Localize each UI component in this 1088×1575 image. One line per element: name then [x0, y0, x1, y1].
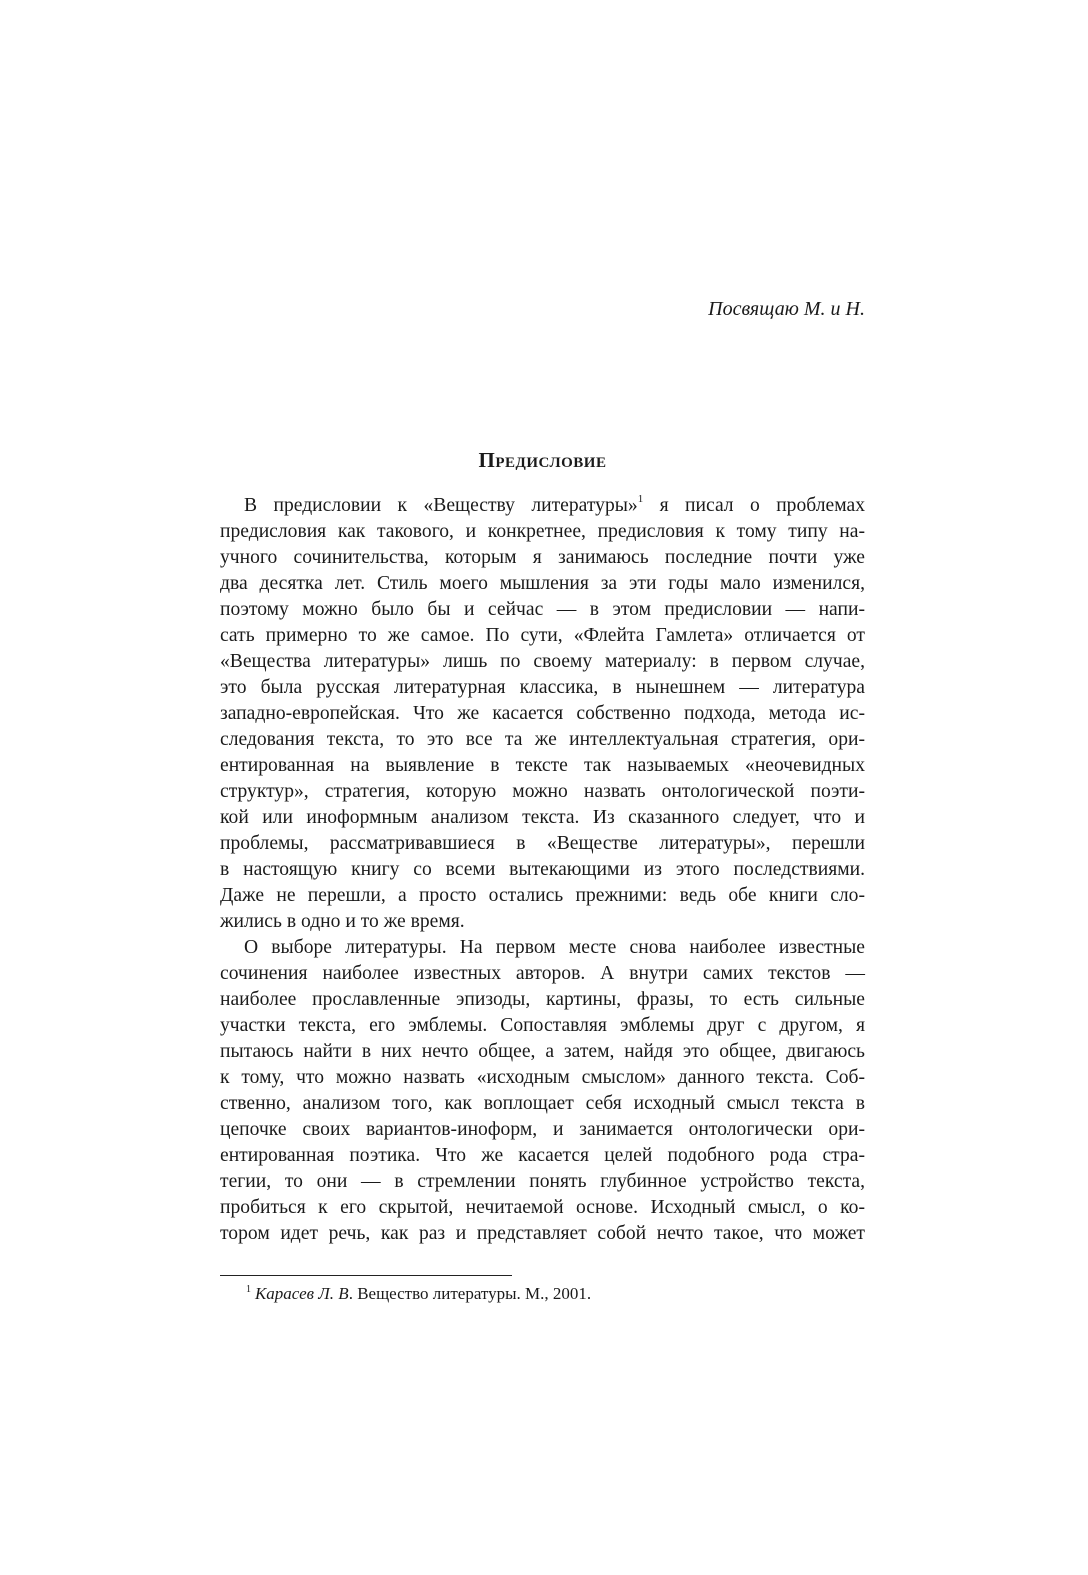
text-line: поэтому можно было бы и сейчас — в этом предисловии — напи- — [220, 599, 865, 620]
text-line — [220, 493, 865, 519]
text-line: ентированная поэтика. Что же касается целей подобного рода стра- — [220, 1145, 865, 1166]
footnote — [246, 1282, 591, 1306]
text-line: участки текста, его эмблемы. Сопоставляя эмблемы друг с другом, я — [220, 1015, 865, 1036]
text-line: к тому, что можно назвать «исходным смыслом» данного текста. Соб- — [220, 1067, 865, 1088]
text-line: структур», стратегия, которую можно назвать онтологической поэти- — [220, 781, 865, 802]
text-line: западно-европейская. Что же касается собственно подхода, метода ис- — [220, 703, 865, 724]
text-line: сочинения наиболее известных авторов. А внутри самих текстов — — [220, 963, 865, 984]
text-line: цепочке своих вариантов-иноформ, и занимается онтологически ори- — [220, 1119, 865, 1140]
text-line: пытаюсь найти в них нечто общее, а затем, найдя это общее, двигаюсь — [220, 1041, 865, 1062]
footnote-divider — [220, 1275, 512, 1276]
text-line: ственно, анализом того, как воплощает себя исходный смысл текста в — [220, 1093, 865, 1114]
text-line: О выборе литературы. На первом месте снова наиболее известные — [244, 937, 865, 958]
text-line: два десятка лет. Стиль моего мышления за эти годы мало изменился, — [220, 573, 865, 594]
dedication: Посвящаю М. и Н. — [708, 298, 865, 320]
text-line: жились в одно и то же время. — [220, 911, 465, 932]
text-line: ентированная на выявление в тексте так называемых «неочевидных — [220, 755, 865, 776]
text-line: наиболее прославленные эпизоды, картины, фразы, то есть сильные — [220, 989, 865, 1010]
paragraph-2 — [220, 935, 865, 1247]
text-line: следования текста, то это все та же интеллектуальная стратегия, ори- — [220, 729, 865, 750]
footnote-marker[interactable]: 1 — [637, 493, 644, 505]
body-text — [220, 493, 865, 1247]
chapter-heading: Предисловие — [478, 448, 607, 472]
text-line: это была русская литературная классика, в нынешнем — литература — [220, 677, 865, 698]
text-line: пробиться к его скрытой, нечитаемой основе. Исходный смысл, о ко- — [220, 1197, 865, 1218]
text-line: тором идет речь, как раз и представляет собой нечто такое, что может — [220, 1223, 865, 1244]
text-line: «Вещества литературы» лишь по своему материалу: в первом случае, — [220, 651, 865, 672]
footnote-text: . Вещество литературы. М., 2001. — [348, 1284, 592, 1303]
text-line: в настоящую книгу со всеми вытекающими из этого последствиями. — [220, 859, 865, 880]
text-line: кой или иноформным анализом текста. Из сказанного следует, что и — [220, 807, 865, 828]
text-line: предисловия как такового, и конкретнее, предисловия к тому типу на- — [220, 521, 865, 542]
text-fragment: В предисловии к «Веществу литературы» — [244, 495, 638, 516]
text-line: тегии, то они — в стремлении понять глубинное устройство текста, — [220, 1171, 865, 1192]
text-line: учного сочинительства, которым я занимаюсь последние почти уже — [220, 547, 865, 568]
text-line: Даже не перешли, а просто остались прежними: ведь обе книги сло- — [220, 885, 865, 906]
footnote-number: 1 — [246, 1284, 251, 1295]
paragraph-1 — [220, 493, 865, 935]
footnote-author: Карасев Л. В — [255, 1284, 349, 1303]
text-line: проблемы, рассматривавшиеся в «Веществе литературы», перешли — [220, 833, 865, 854]
text-line: сать примерно то же самое. По сути, «Флейта Гамлета» отличается от — [220, 625, 865, 646]
text-fragment: я писал о проблемах — [643, 495, 865, 516]
